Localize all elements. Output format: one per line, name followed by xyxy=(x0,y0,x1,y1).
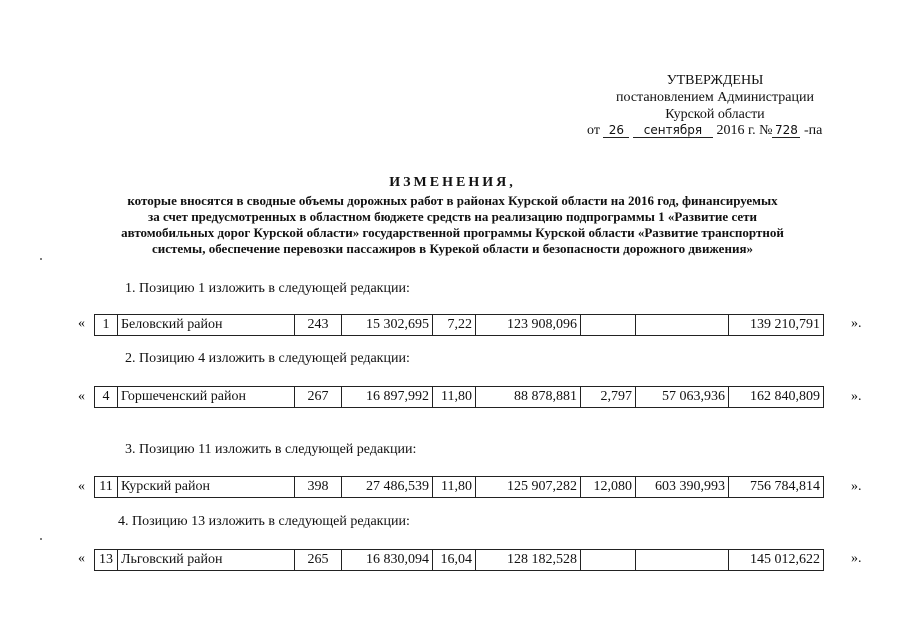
scan-speck xyxy=(40,258,42,260)
open-quote: « xyxy=(78,479,85,494)
table-row xyxy=(95,315,824,336)
subtitle-line: за счет предусмотренных в областном бюджете средств на реализацию подпрограммы 1 «Развитие сети xyxy=(147,209,758,224)
subtitle-line: которые вносятся в сводные объемы дорожных работ в районах Курской области на 2016 год, финансируемых xyxy=(127,193,778,208)
cell-value: 11,80 xyxy=(433,387,476,408)
cell-value: 57 063,936 xyxy=(636,387,729,408)
cell-value xyxy=(581,550,636,571)
close-quote: ». xyxy=(851,551,862,566)
approval-month: сентября xyxy=(633,124,713,138)
position-table-3 xyxy=(94,476,824,498)
document-title: ИЗМЕНЕНИЯ, xyxy=(389,175,516,190)
cell-value: 123 908,096 xyxy=(476,315,581,336)
cell-total: 756 784,814 xyxy=(729,477,824,498)
cell-total: 162 840,809 xyxy=(729,387,824,408)
cell-value xyxy=(636,550,729,571)
document-subtitle xyxy=(0,193,905,257)
approval-block xyxy=(590,72,840,123)
cell-value: 27 486,539 xyxy=(342,477,433,498)
subtitle-line: автомобильных дорог Курской области» государственной программы Курской области «Развитие транспортной xyxy=(121,225,784,240)
cell-number: 1 xyxy=(95,315,118,336)
close-quote: ». xyxy=(851,316,862,331)
approval-from: от xyxy=(587,123,600,138)
item-1-label: 1. Позицию 1 изложить в следующей редакции: xyxy=(125,281,410,296)
cell-value: 243 xyxy=(295,315,342,336)
cell-value: 265 xyxy=(295,550,342,571)
cell-value: 11,80 xyxy=(433,477,476,498)
cell-value: 128 182,528 xyxy=(476,550,581,571)
cell-district: Курский район xyxy=(118,477,295,498)
approval-number: 728 xyxy=(772,124,800,138)
open-quote: « xyxy=(78,316,85,331)
position-table-4 xyxy=(94,549,824,571)
cell-total: 145 012,622 xyxy=(729,550,824,571)
cell-value: 603 390,993 xyxy=(636,477,729,498)
item-4-label: 4. Позицию 13 изложить в следующей редакции: xyxy=(118,514,410,529)
cell-total: 139 210,791 xyxy=(729,315,824,336)
cell-value: 12,080 xyxy=(581,477,636,498)
approval-number-sign: № xyxy=(759,123,773,138)
item-3-label: 3. Позицию 11 изложить в следующей редакции: xyxy=(125,442,417,457)
cell-district: Льговский район xyxy=(118,550,295,571)
cell-value: 15 302,695 xyxy=(342,315,433,336)
approval-day: 26 xyxy=(603,124,629,138)
cell-value: 398 xyxy=(295,477,342,498)
item-2-label: 2. Позицию 4 изложить в следующей редакции: xyxy=(125,351,410,366)
cell-value: 7,22 xyxy=(433,315,476,336)
cell-value: 16,04 xyxy=(433,550,476,571)
cell-number: 11 xyxy=(95,477,118,498)
cell-value: 125 907,282 xyxy=(476,477,581,498)
subtitle-line: системы, обеспечение перевозки пассажиров в Курекой области и безопасности дорожного движения» xyxy=(152,241,753,256)
cell-value: 88 878,881 xyxy=(476,387,581,408)
open-quote: « xyxy=(78,389,85,404)
cell-value xyxy=(636,315,729,336)
approval-year: 2016 г. xyxy=(716,123,756,138)
approval-decree: постановлением Администрации xyxy=(616,90,814,105)
position-table-2 xyxy=(94,386,824,408)
cell-value: 2,797 xyxy=(581,387,636,408)
approval-suffix: -па xyxy=(803,123,823,138)
position-table-1 xyxy=(94,314,824,336)
cell-number: 13 xyxy=(95,550,118,571)
scan-speck xyxy=(40,538,42,540)
approval-date-line xyxy=(587,123,822,139)
cell-value xyxy=(581,315,636,336)
table-row xyxy=(95,387,824,408)
approval-title: УТВЕРЖДЕНЫ xyxy=(666,73,764,88)
cell-value: 16 897,992 xyxy=(342,387,433,408)
cell-number: 4 xyxy=(95,387,118,408)
cell-value: 16 830,094 xyxy=(342,550,433,571)
table-row xyxy=(95,477,824,498)
cell-value: 267 xyxy=(295,387,342,408)
table-row xyxy=(95,550,824,571)
open-quote: « xyxy=(78,551,85,566)
cell-district: Горшеченский район xyxy=(118,387,295,408)
close-quote: ». xyxy=(851,479,862,494)
approval-region: Курской области xyxy=(665,107,765,122)
cell-district: Беловский район xyxy=(118,315,295,336)
close-quote: ». xyxy=(851,389,862,404)
